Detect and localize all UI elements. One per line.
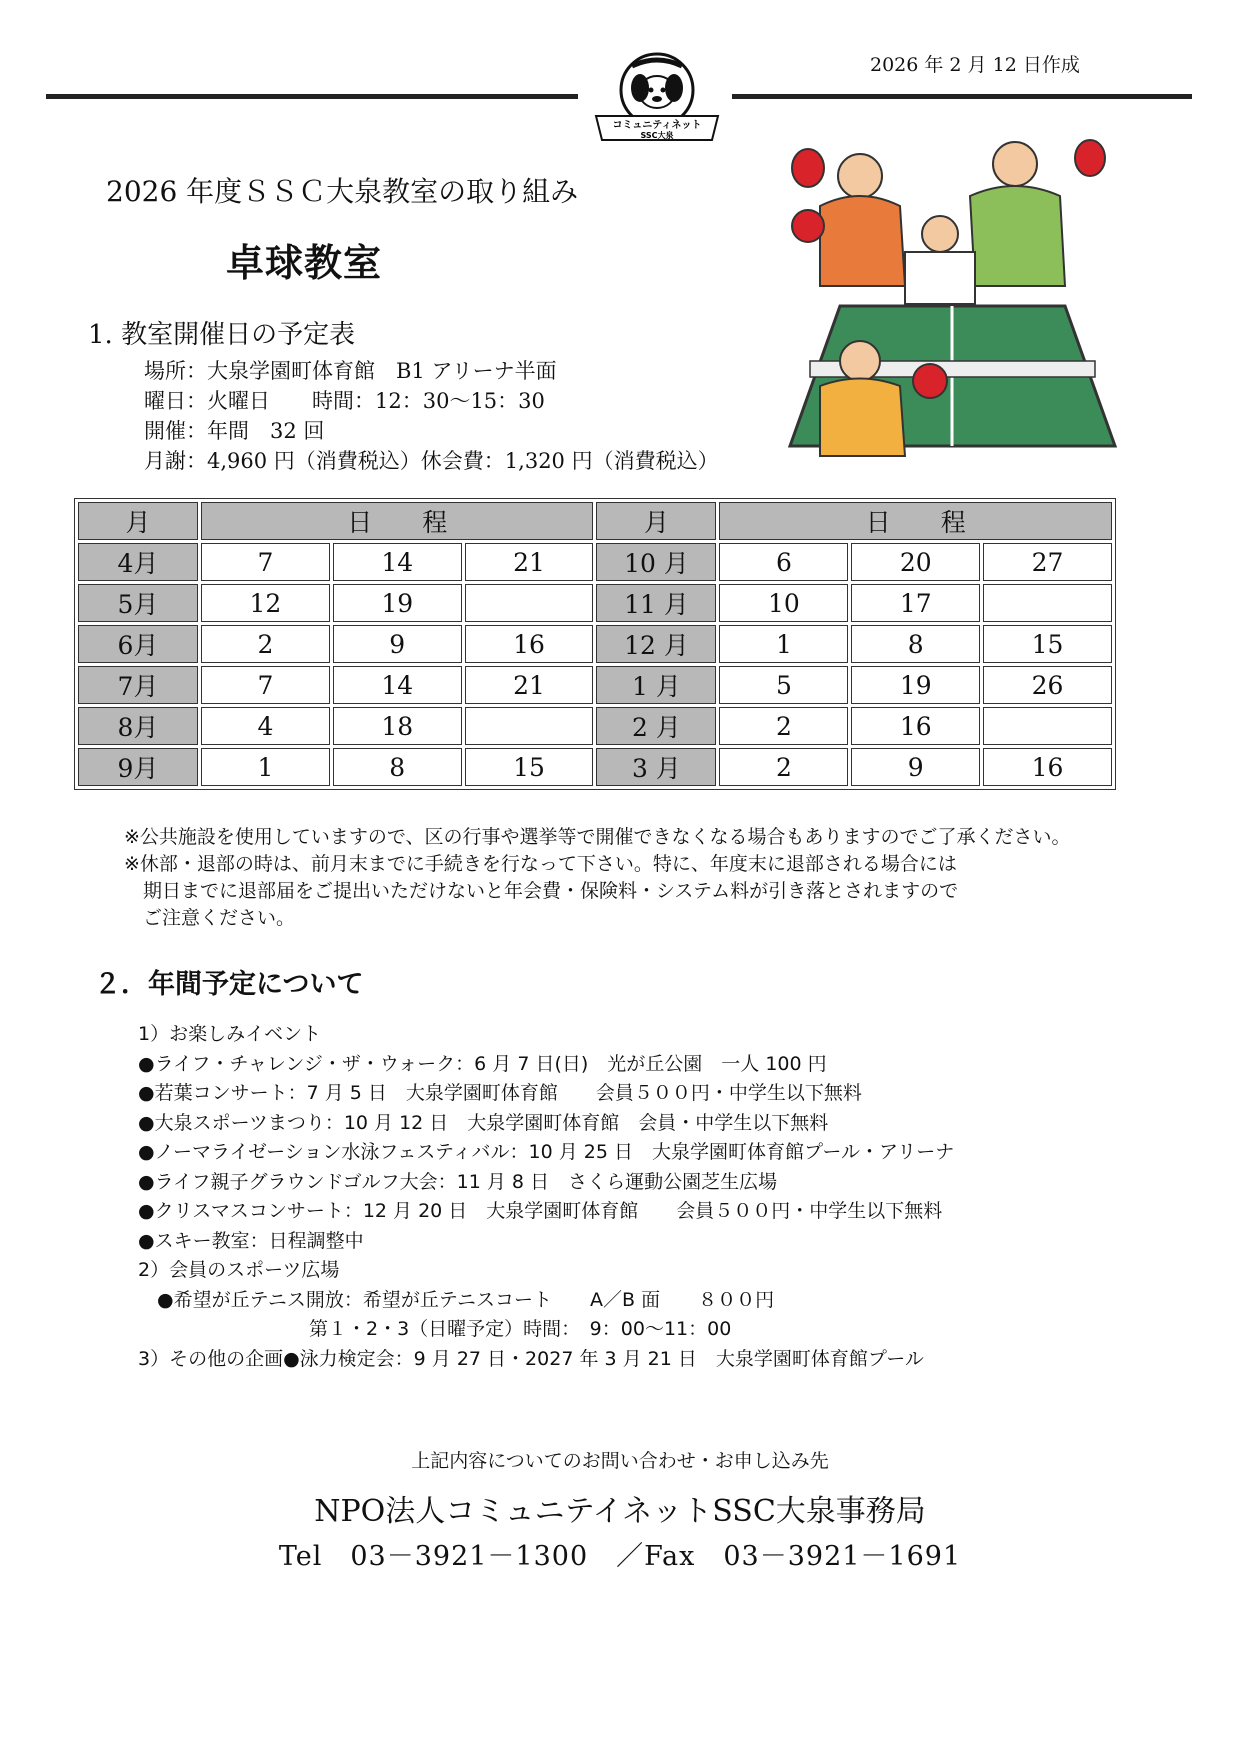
date-cell: 5 [719, 666, 848, 704]
event-line: 3）その他の企画●泳力検定会：9 月 27 日・2027 年 3 月 21 日 大泉学園町体育館プール [138, 1347, 924, 1370]
month-cell: 6月 [78, 625, 198, 663]
month-cell: 1 月 [596, 666, 716, 704]
date-cell: 8 [333, 748, 462, 786]
event-line: ●クリスマスコンサート：12 月 20 日 大泉学園町体育館 会員５００円・中学生以下無料 [138, 1200, 943, 1222]
date-cell: 9 [851, 748, 980, 786]
month-cell: 2 月 [596, 707, 716, 745]
date-cell: 12 [201, 584, 330, 622]
page-title: 2026 年度ＳＳＣ大泉教室の取り組み [106, 175, 579, 208]
created-date: 2026 年 2 月 12 日作成 [870, 54, 1080, 76]
date-cell: 26 [983, 666, 1112, 704]
table-tennis-illustration [780, 136, 1125, 466]
date-cell [983, 707, 1112, 745]
table-row [78, 543, 1112, 581]
date-cell: 21 [465, 543, 594, 581]
info-fee: 月謝：4,960 円（消費税込）休会費：1,320 円（消費税込） [144, 449, 719, 473]
ssc-logo [582, 52, 732, 152]
month-cell: 11 月 [596, 584, 716, 622]
date-cell [465, 707, 594, 745]
date-cell: 15 [983, 625, 1112, 663]
date-cell: 16 [851, 707, 980, 745]
contact-phone-fax: Tel 03－3921－1300 ／Fax 03－3921－1691 [278, 1541, 962, 1572]
date-cell: 6 [719, 543, 848, 581]
month-cell: 9月 [78, 748, 198, 786]
notes [124, 824, 1071, 932]
class-heading: 卓球教室 [226, 241, 383, 285]
contact-lead: 上記内容についてのお問い合わせ・お申し込み先 [411, 1450, 829, 1472]
info-day-time: 曜日：火曜日 時間：12：30～15：30 [144, 389, 545, 413]
header-dates-left: 日 程 [201, 502, 593, 540]
schedule-table [74, 498, 1116, 790]
date-cell: 1 [201, 748, 330, 786]
event-line: ●ライフ親子グラウンドゴルフ大会：11 月 8 日 さくら運動公園芝生広場 [138, 1170, 778, 1193]
note-line: ご注意ください。 [124, 907, 296, 929]
note-line: ※公共施設を使用していますので、区の行事や選挙等で開催できなくなる場合もありますのでご了承ください。 [124, 826, 1071, 848]
event-line: ●スキー教室：日程調整中 [138, 1229, 364, 1252]
logo-text-top: コミュニティネット [612, 120, 702, 131]
date-cell [465, 584, 594, 622]
table-row [78, 707, 1112, 745]
month-cell: 4月 [78, 543, 198, 581]
month-cell: 3 月 [596, 748, 716, 786]
logo-text-bottom: SSC大泉 [640, 131, 674, 140]
table-row [78, 748, 1112, 786]
date-cell: 27 [983, 543, 1112, 581]
date-cell: 18 [333, 707, 462, 745]
date-cell: 19 [333, 584, 462, 622]
date-cell: 1 [719, 625, 848, 663]
header-dates-right: 日 程 [719, 502, 1112, 540]
date-cell: 10 [719, 584, 848, 622]
table-row [78, 625, 1112, 663]
note-line: 期日までに退部届をご提出いただけないと年会費・保険料・システム料が引き落とされますので [124, 880, 959, 902]
date-cell: 15 [465, 748, 594, 786]
event-line: ●ライフ・チャレンジ・ザ・ウォーク：6 月 7 日(日) 光が丘公園 一人 100 円 [138, 1052, 827, 1075]
header-month-left: 月 [78, 502, 198, 540]
date-cell: 17 [851, 584, 980, 622]
date-cell: 4 [201, 707, 330, 745]
date-cell: 16 [465, 625, 594, 663]
month-cell: 7月 [78, 666, 198, 704]
event-line: ●ノーマライゼーション水泳フェスティバル：10 月 25 日 大泉学園町体育館プール・アリーナ [138, 1141, 955, 1163]
section1-title: 1. 教室開催日の予定表 [88, 320, 356, 350]
date-cell: 20 [851, 543, 980, 581]
event-line: ●大泉スポーツまつり：10 月 12 日 大泉学園町体育館 会員・中学生以下無料 [138, 1111, 829, 1134]
info-place: 場所：大泉学園町体育館 B1 アリーナ半面 [144, 359, 557, 383]
month-cell: 8月 [78, 707, 198, 745]
date-cell: 2 [719, 707, 848, 745]
date-cell: 19 [851, 666, 980, 704]
month-cell: 10 月 [596, 543, 716, 581]
event-line: ●希望が丘テニス開放：希望が丘テニスコート A／B 面 ８００円 [138, 1288, 775, 1311]
event-line: 2）会員のスポーツ広場 [138, 1259, 340, 1281]
date-cell: 8 [851, 625, 980, 663]
event-line: ●若葉コンサート：7 月 5 日 大泉学園町体育館 会員５００円・中学生以下無料 [138, 1082, 862, 1104]
table-row [78, 666, 1112, 704]
date-cell: 21 [465, 666, 594, 704]
section2-title: ２．年間予定について [94, 969, 364, 1000]
date-cell: 2 [201, 625, 330, 663]
date-cell: 2 [719, 748, 848, 786]
organization-name: NPO法人コミュニテイネットSSC大泉事務局 [314, 1494, 926, 1529]
note-line: ※休部・退部の時は、前月末までに手続きを行なって下さい。特に、年度末に退部される場合には [124, 853, 957, 875]
date-cell: 14 [333, 666, 462, 704]
event-line: 第１・2・3（日曜予定）時間： 9：00～11：00 [138, 1318, 732, 1340]
month-cell: 12 月 [596, 625, 716, 663]
event-line: 1）お楽しみイベント [138, 1023, 322, 1045]
date-cell: 16 [983, 748, 1112, 786]
date-cell: 9 [333, 625, 462, 663]
header-rule-right [732, 94, 1192, 99]
date-cell: 7 [201, 543, 330, 581]
header-rule-left [46, 94, 578, 99]
date-cell [983, 584, 1112, 622]
annual-schedule [138, 1020, 954, 1374]
info-count: 開催：年間 32 回 [144, 419, 325, 443]
table-row [78, 584, 1112, 622]
date-cell: 14 [333, 543, 462, 581]
date-cell: 7 [201, 666, 330, 704]
month-cell: 5月 [78, 584, 198, 622]
schedule-header-row [78, 502, 1112, 540]
header-month-right: 月 [596, 502, 716, 540]
